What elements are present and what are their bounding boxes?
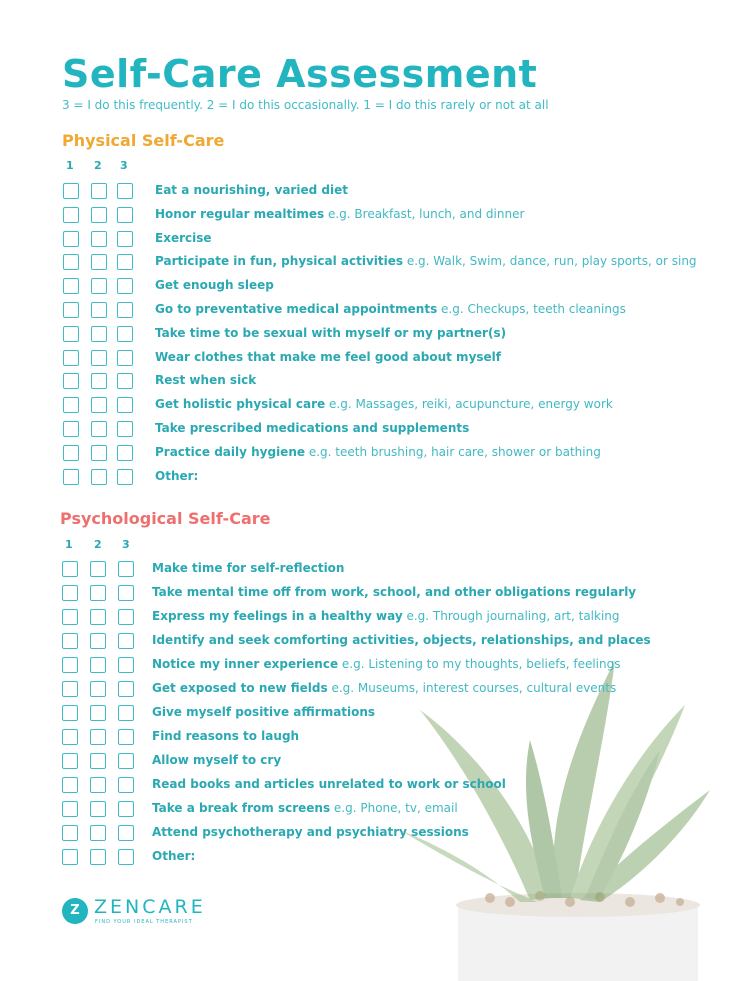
rating-checkbox-2[interactable] (91, 183, 107, 199)
rating-checkbox-3[interactable] (117, 302, 133, 318)
item-label: Notice my inner experience (152, 657, 339, 671)
column-header-1: 1 (65, 538, 73, 551)
item-example: e.g. Massages, reiki, acupuncture, energy work (325, 397, 613, 412)
item-label: Participate in fun, physical activities (155, 254, 404, 269)
rating-checkbox-3[interactable] (117, 397, 133, 413)
item-text (155, 183, 348, 197)
checklist-row (0, 227, 736, 251)
checklist-row (0, 749, 736, 773)
checklist-row (0, 417, 736, 441)
rating-checkbox-3[interactable] (118, 849, 134, 865)
rating-checkbox-2[interactable] (90, 825, 106, 841)
rating-checkbox-2[interactable] (90, 609, 106, 625)
rating-checkbox-3[interactable] (118, 753, 134, 769)
checklist-row (0, 605, 736, 629)
rating-checkbox-2[interactable] (91, 397, 107, 413)
item-text (152, 825, 469, 839)
item-text (152, 849, 195, 863)
item-text (152, 705, 375, 719)
rating-checkbox-2[interactable] (91, 445, 107, 461)
rating-scale-legend: 3 = I do this frequently. 2 = I do this occasionally. 1 = I do this rarely or not at all (62, 98, 549, 112)
checklist-row (0, 322, 736, 346)
rating-checkbox-2[interactable] (91, 278, 107, 294)
rating-checkbox-3[interactable] (118, 801, 134, 817)
rating-checkbox-3[interactable] (118, 585, 134, 601)
rating-checkbox-3[interactable] (118, 609, 134, 625)
item-label: Other: (155, 468, 199, 483)
rating-checkbox-1[interactable] (62, 657, 78, 673)
checklist-row (0, 677, 736, 701)
rating-checkbox-3[interactable] (117, 254, 133, 270)
rating-checkbox-1[interactable] (62, 633, 78, 649)
rating-checkbox-1[interactable] (62, 825, 78, 841)
rating-checkbox-1[interactable] (62, 753, 78, 769)
rating-checkbox-3[interactable] (118, 681, 134, 697)
rating-checkbox-1[interactable] (62, 585, 78, 601)
item-example: e.g. Checkups, teeth cleanings (437, 302, 626, 316)
rating-checkbox-2[interactable] (90, 561, 106, 577)
rating-checkbox-1[interactable] (63, 302, 79, 318)
rating-checkbox-3[interactable] (118, 561, 134, 577)
rating-checkbox-3[interactable] (118, 705, 134, 721)
rating-checkbox-3[interactable] (117, 231, 133, 247)
item-label: Take time to be sexual with myself or my partner(s) (155, 325, 507, 340)
item-label: Allow myself to cry (152, 753, 282, 767)
rating-checkbox-1[interactable] (63, 278, 79, 294)
item-text (152, 753, 281, 767)
rating-checkbox-1[interactable] (62, 777, 78, 793)
rating-checkbox-1[interactable] (62, 849, 78, 865)
item-text (152, 801, 458, 815)
rating-checkbox-1[interactable] (62, 705, 78, 721)
item-label: Rest when sick (155, 373, 257, 388)
checklist-row (0, 179, 736, 203)
rating-checkbox-2[interactable] (90, 777, 106, 793)
rating-checkbox-3[interactable] (117, 183, 133, 199)
rating-checkbox-1[interactable] (63, 373, 79, 389)
rating-checkbox-3[interactable] (117, 207, 133, 223)
item-text (152, 633, 651, 647)
column-header-3: 3 (122, 538, 130, 551)
item-label: Make time for self-reflection (152, 561, 345, 575)
column-header-1: 1 (66, 159, 74, 172)
item-text (152, 777, 506, 791)
item-label: Get holistic physical care (155, 397, 326, 412)
rating-checkbox-1[interactable] (63, 397, 79, 413)
checklist-row (0, 797, 736, 821)
item-label: Get exposed to new fields (152, 681, 328, 695)
rating-checkbox-2[interactable] (91, 326, 107, 342)
column-header-2: 2 (94, 538, 102, 551)
rating-checkbox-2[interactable] (91, 373, 107, 389)
item-text (152, 561, 344, 575)
checklist-row (0, 701, 736, 725)
item-label: Go to preventative medical appointments (155, 302, 438, 316)
page-title: Self-Care Assessment (62, 52, 538, 96)
rating-checkbox-1[interactable] (63, 207, 79, 223)
item-label: Honor regular mealtimes (155, 206, 325, 221)
item-text (155, 302, 626, 316)
rating-checkbox-1[interactable] (63, 231, 79, 247)
rating-checkbox-1[interactable] (63, 350, 79, 366)
item-example: e.g. Listening to my thoughts, beliefs, feelings (338, 657, 621, 671)
checklist-row (0, 581, 736, 605)
checklist-row (0, 298, 736, 322)
rating-checkbox-1[interactable] (63, 254, 79, 270)
rating-checkbox-2[interactable] (90, 753, 106, 769)
item-text (152, 609, 620, 623)
item-example: e.g. Breakfast, lunch, and dinner (324, 206, 525, 221)
rating-checkbox-1[interactable] (62, 801, 78, 817)
rating-checkbox-1[interactable] (62, 561, 78, 577)
rating-checkbox-2[interactable] (90, 849, 106, 865)
item-label: Give myself positive affirmations (152, 705, 376, 719)
checklist-row (0, 465, 736, 489)
checklist-row (0, 346, 736, 370)
rating-checkbox-3[interactable] (117, 373, 133, 389)
logo-mark: Z (62, 898, 88, 924)
item-label: Attend psychotherapy and psychiatry sessions (152, 825, 469, 839)
checklist-row (0, 393, 736, 417)
checklist-row (0, 653, 736, 677)
item-text (155, 254, 697, 268)
rating-checkbox-2[interactable] (91, 254, 107, 270)
checklist-row (0, 725, 736, 749)
item-label: Identify and seek comforting activities, objects, relationships, and places (152, 633, 651, 647)
rating-checkbox-2[interactable] (91, 469, 107, 485)
item-text (152, 657, 621, 671)
rating-checkbox-2[interactable] (91, 302, 107, 318)
item-example: e.g. Museums, interest courses, cultural events (327, 681, 617, 695)
checklist-row (0, 845, 736, 869)
rating-checkbox-3[interactable] (117, 278, 133, 294)
item-text (155, 350, 501, 364)
item-example: e.g. Phone, tv, email (330, 801, 458, 815)
rating-checkbox-3[interactable] (118, 825, 134, 841)
item-example: e.g. Through journaling, art, talking (402, 609, 620, 623)
checklist-row (0, 773, 736, 797)
item-text (152, 681, 616, 695)
rating-checkbox-3[interactable] (117, 421, 133, 437)
item-label: Take prescribed medications and supplements (155, 421, 470, 435)
rating-checkbox-3[interactable] (117, 469, 133, 485)
checklist-row (0, 250, 736, 274)
item-text (155, 278, 274, 292)
checklist-row (0, 203, 736, 227)
rating-checkbox-1[interactable] (63, 326, 79, 342)
rating-checkbox-3[interactable] (118, 777, 134, 793)
item-label: Find reasons to laugh (152, 729, 300, 743)
psychological-section-heading: Psychological Self-Care (60, 509, 271, 528)
item-example: e.g. Walk, Swim, dance, run, play sports, or sing (403, 254, 697, 269)
rating-checkbox-2[interactable] (91, 207, 107, 223)
rating-checkbox-1[interactable] (63, 421, 79, 437)
rating-checkbox-2[interactable] (90, 729, 106, 745)
checklist-row (0, 441, 736, 465)
rating-checkbox-1[interactable] (62, 681, 78, 697)
item-label: Wear clothes that make me feel good about myself (155, 349, 502, 364)
rating-checkbox-2[interactable] (91, 231, 107, 247)
item-label: Read books and articles unrelated to work or school (152, 777, 506, 791)
item-label: Express my feelings in a healthy way (152, 609, 403, 623)
checklist-row (0, 274, 736, 298)
checklist-row (0, 629, 736, 653)
item-text (155, 231, 212, 245)
rating-checkbox-2[interactable] (91, 350, 107, 366)
logo-tagline: FIND YOUR IDEAL THERAPIST (95, 919, 193, 925)
rating-checkbox-1[interactable] (63, 445, 79, 461)
rating-checkbox-3[interactable] (117, 326, 133, 342)
rating-checkbox-1[interactable] (63, 183, 79, 199)
rating-checkbox-3[interactable] (117, 350, 133, 366)
checklist-row (0, 369, 736, 393)
rating-checkbox-2[interactable] (90, 633, 106, 649)
item-label: Take a break from screens (152, 801, 331, 815)
item-label: Practice daily hygiene (155, 444, 306, 459)
item-text (155, 445, 601, 459)
item-label: Take mental time off from work, school, and other obligations regularly (152, 585, 637, 599)
rating-checkbox-2[interactable] (91, 421, 107, 437)
rating-checkbox-2[interactable] (90, 585, 106, 601)
rating-checkbox-3[interactable] (118, 633, 134, 649)
item-text (155, 207, 524, 221)
column-header-3: 3 (120, 159, 128, 172)
rating-checkbox-2[interactable] (90, 705, 106, 721)
physical-section-heading: Physical Self-Care (62, 131, 225, 150)
item-text (155, 469, 198, 483)
item-label: Eat a nourishing, varied diet (155, 183, 348, 197)
item-label: Other: (152, 849, 196, 863)
rating-checkbox-2[interactable] (90, 801, 106, 817)
item-text (152, 729, 299, 743)
column-header-2: 2 (94, 159, 102, 172)
rating-checkbox-3[interactable] (118, 657, 134, 673)
item-text (155, 326, 506, 340)
rating-checkbox-3[interactable] (117, 445, 133, 461)
rating-checkbox-1[interactable] (63, 469, 79, 485)
item-text (155, 397, 613, 411)
checklist-row (0, 557, 736, 581)
rating-checkbox-2[interactable] (90, 657, 106, 673)
logo-wordmark: ZENCARE (94, 896, 206, 918)
item-text (152, 585, 636, 599)
item-text (155, 421, 469, 435)
item-example: e.g. teeth brushing, hair care, shower or bathing (305, 444, 601, 459)
checklist-row (0, 821, 736, 845)
rating-checkbox-2[interactable] (90, 681, 106, 697)
item-label: Get enough sleep (155, 278, 274, 293)
item-text (155, 373, 256, 387)
rating-checkbox-1[interactable] (62, 609, 78, 625)
item-label: Exercise (155, 230, 212, 245)
rating-checkbox-1[interactable] (62, 729, 78, 745)
rating-checkbox-3[interactable] (118, 729, 134, 745)
